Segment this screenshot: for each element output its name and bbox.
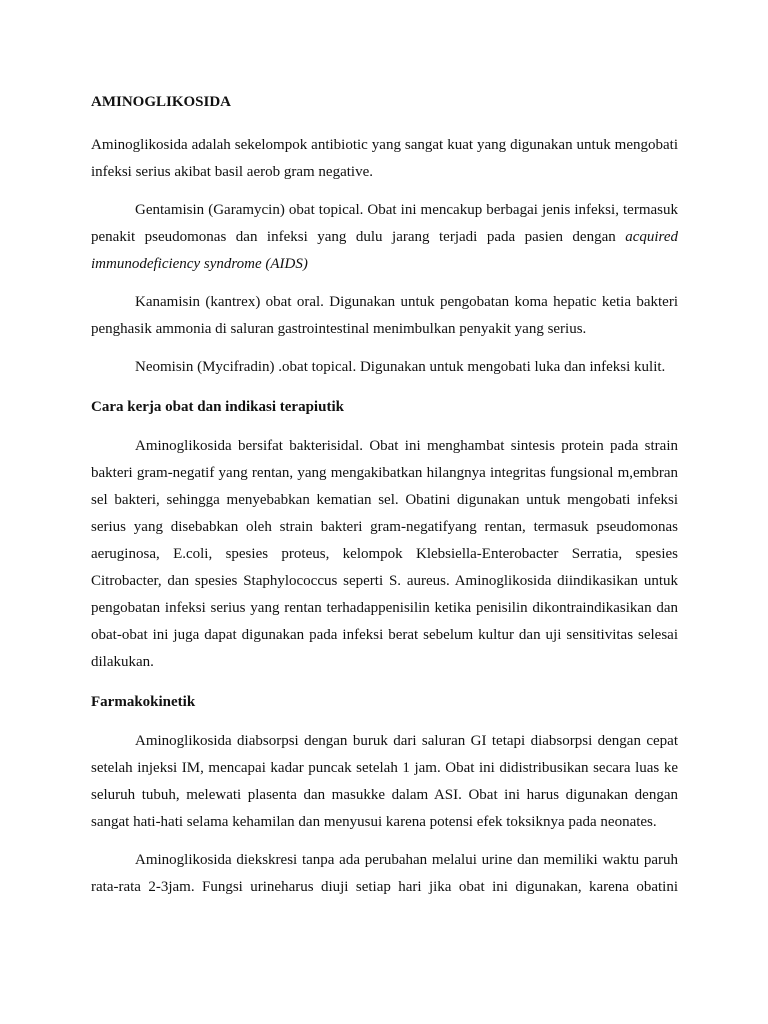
text-line: Aminoglikosida diekskresi tanpa ada perubahan melalui urine dan memiliki waktu paruh: [135, 852, 678, 868]
text-line: seluruh tubuh, melewati plasenta dan masukke dalam ASI. Obat ini harus digunakan dengan: [91, 787, 678, 803]
document-body: [91, 88, 678, 901]
text-line: rata-rata 2-3jam. Fungsi urineharus diuji setiap hari jika obat ini digunakan, karena obatini: [91, 879, 678, 895]
italic-term: acquired: [625, 229, 678, 245]
paragraph-cara-kerja: [91, 433, 678, 676]
text-line: setelah injeksi IM, mencapai kadar puncak setelah 1 jam. Obat ini didistribusikan secara luas ke: [91, 760, 678, 776]
text-line: sel bakteri, sehingga menyebabkan kematian sel. Obatini digunakan untuk mengobati infeksi: [91, 492, 678, 508]
paragraph-gentamisin: [91, 197, 678, 278]
text-line: [91, 251, 678, 278]
paragraph-farmakokinetik-1: [91, 728, 678, 836]
text-line: Citrobacter, dan spesies Staphylococcus seperti S. aureus. Aminoglikosida diindikasikan untuk: [91, 573, 678, 589]
section-heading-farmakokinetik: Farmakokinetik: [91, 694, 196, 710]
italic-term: immunodeficiency syndrome (AIDS): [91, 256, 308, 272]
text-line: dilakukan.: [91, 654, 154, 670]
text-line: infeksi serius akibat basil aerob gram negative.: [91, 164, 373, 180]
paragraph-intro: [91, 132, 678, 186]
text-line: obat-obat ini juga dapat digunakan pada infeksi berat sebelum kultur dan uji sensitivitas selesai: [91, 627, 678, 643]
document-title: AMINOGLIKOSIDA: [91, 94, 232, 110]
text-line: Kanamisin (kantrex) obat oral. Digunakan untuk pengobatan koma hepatic ketia bakteri: [135, 294, 678, 310]
text-line: penghasik ammonia di saluran gastrointestinal menimbulkan penyakit yang serius.: [91, 321, 587, 337]
paragraph-farmakokinetik-2: [91, 847, 678, 901]
text-line: pengobatan infeksi serius yang rentan terhadappenisilin ketika penisilin dikontraindikasikan dan: [91, 600, 678, 616]
paragraph-neomisin: [91, 354, 678, 381]
section-heading-cara-kerja: Cara kerja obat dan indikasi terapiutik: [91, 399, 344, 415]
text-line: bakteri gram-negatif yang rentan, yang mengakibatkan hilangnya integritas fungsional m,embran: [91, 465, 678, 481]
text-fragment: penakit pseudomonas dan infeksi yang dulu jarang terjadi pada pasien dengan: [91, 229, 626, 245]
text-line: [91, 224, 678, 251]
text-line: Gentamisin (Garamycin) obat topical. Obat ini mencakup berbagai jenis infeksi, termasuk: [135, 202, 678, 218]
text-line: Aminoglikosida adalah sekelompok antibiotic yang sangat kuat yang digunakan untuk mengobati: [91, 137, 678, 153]
text-line: aeruginosa, E.coli, spesies proteus, kelompok Klebsiella-Enterobacter Serratia, spesies: [91, 546, 678, 562]
text-line: Neomisin (Mycifradin) .obat topical. Digunakan untuk mengobati luka dan infeksi kulit.: [135, 359, 666, 375]
paragraph-kanamisin: [91, 289, 678, 343]
text-line: sangat hati-hati selama kehamilan dan menyusui karena potensi efek toksiknya pada neonates.: [91, 814, 657, 830]
text-line: Aminoglikosida bersifat bakterisidal. Obat ini menghambat sintesis protein pada strain: [135, 438, 678, 454]
text-line: serius yang disebabkan oleh strain bakteri gram-negatifyang rentan, termasuk pseudomonas: [91, 519, 678, 535]
text-line: Aminoglikosida diabsorpsi dengan buruk dari saluran GI tetapi diabsorpsi dengan cepat: [135, 733, 678, 749]
